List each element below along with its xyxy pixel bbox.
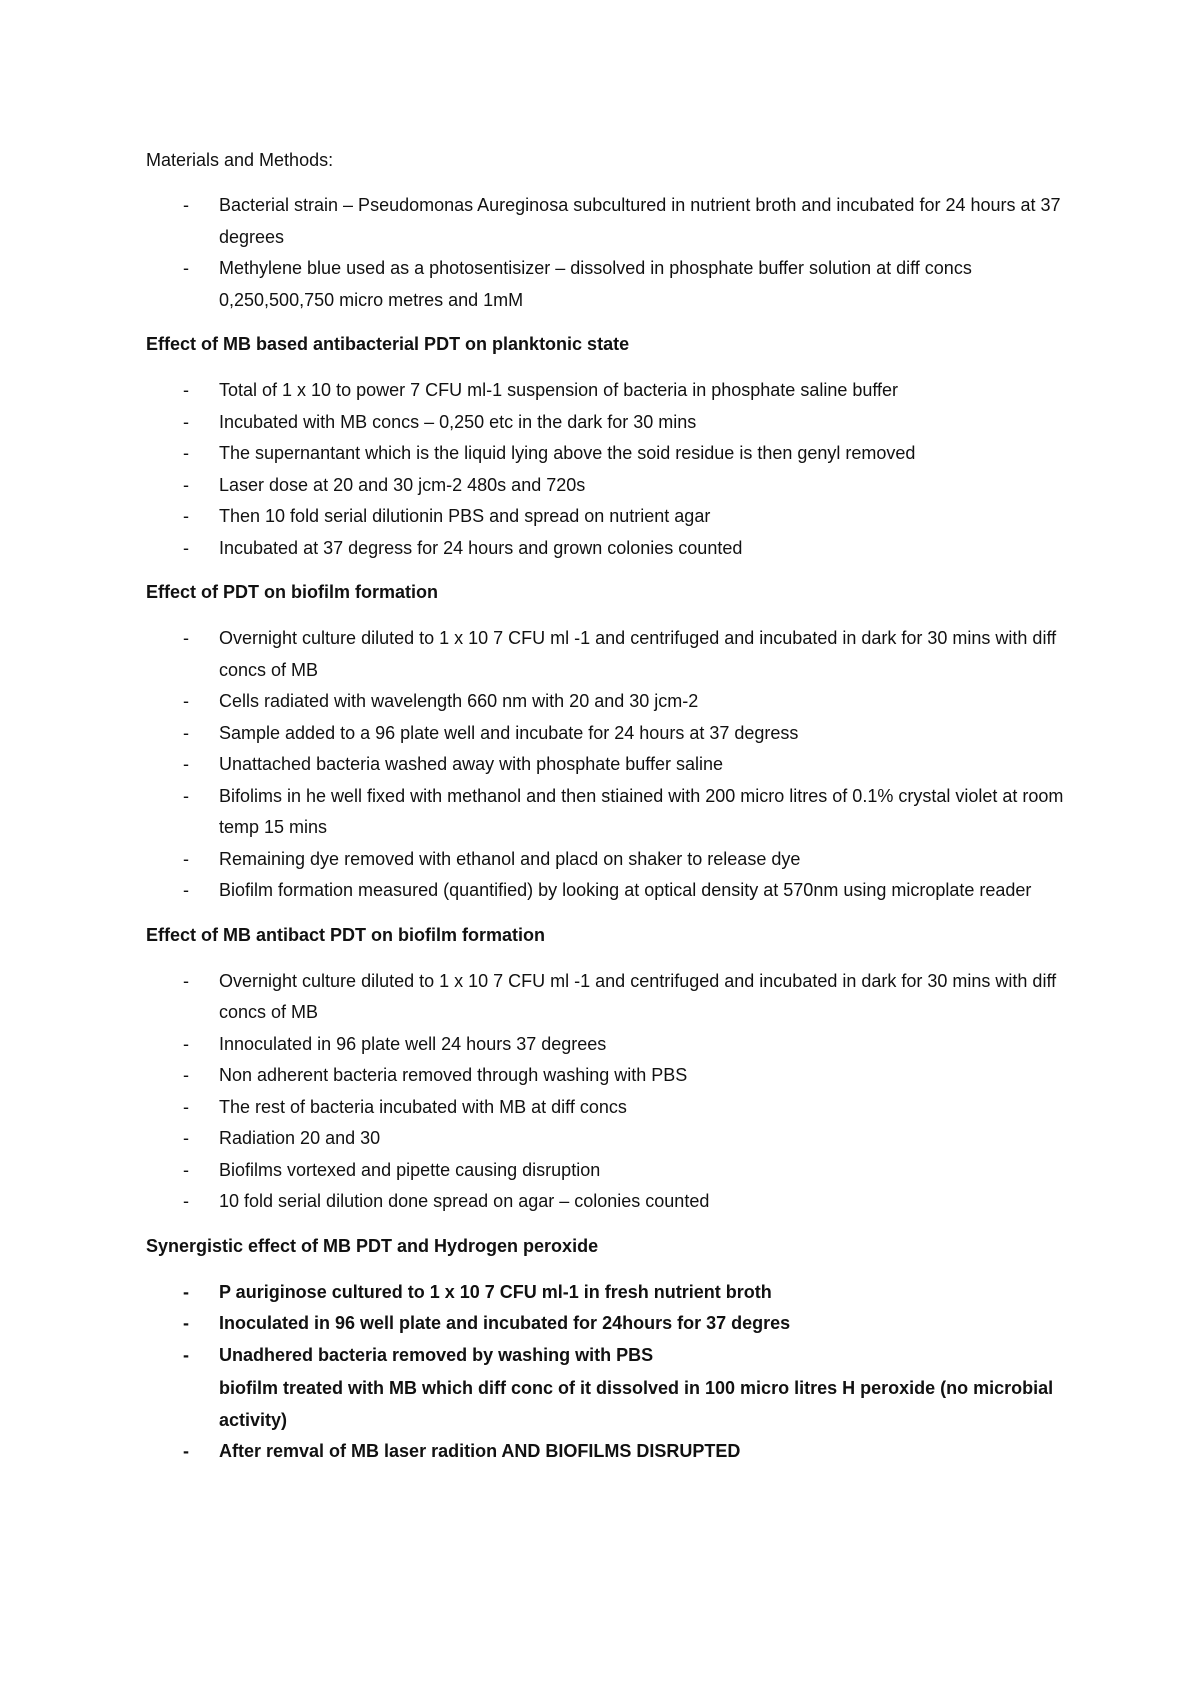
bullet-dash: - bbox=[183, 970, 189, 991]
document-body bbox=[146, 148, 1076, 1470]
bullet-dash: - bbox=[183, 195, 189, 215]
list-item: - Biofilms vortexed and pipette causing disruption bbox=[146, 1155, 1076, 1187]
section-list-synergy-final bbox=[146, 1436, 1076, 1468]
bullet-dash: - bbox=[183, 443, 189, 463]
bullet-dash: - bbox=[183, 1065, 189, 1085]
list-item: - Bacterial strain – Pseudomonas Aureginosa subcultured in nutrient broth and incubated for 24 hours at 37 degrees bbox=[146, 190, 1076, 253]
bullet-dash: - bbox=[183, 506, 189, 526]
list-item: - Overnight culture diluted to 1 x 10 7 CFU ml -1 and centrifuged and incubated in dark for 30 mins with diff concs of MB bbox=[146, 623, 1076, 686]
bullet-dash: - bbox=[183, 691, 189, 711]
list-item: - After remval of MB laser radition AND BIOFILMS DISRUPTED bbox=[146, 1436, 1076, 1468]
bullet-dash: - bbox=[183, 1191, 189, 1211]
list-item: - Unadhered bacteria removed by washing with PBS bbox=[146, 1340, 1076, 1372]
bullet-dash: - bbox=[183, 1313, 189, 1333]
bullet-dash: - bbox=[183, 258, 189, 278]
section-heading-planktonic: Effect of MB based antibacterial PDT on planktonic state bbox=[146, 334, 630, 354]
list-item: - The supernantant which is the liquid lying above the soid residue is then genyl removed bbox=[146, 438, 1076, 470]
bullet-dash: - bbox=[183, 1344, 189, 1365]
list-item: - Total of 1 x 10 to power 7 CFU ml-1 suspension of bacteria in phosphate saline buffer bbox=[146, 375, 1076, 407]
list-item: - Innoculated in 96 plate well 24 hours 37 degrees bbox=[146, 1029, 1076, 1061]
list-item: - 10 fold serial dilution done spread on agar – colonies counted bbox=[146, 1186, 1076, 1218]
section-list-synergy bbox=[146, 1277, 1076, 1372]
bullet-dash: - bbox=[183, 537, 189, 558]
list-item: - Radiation 20 and 30 bbox=[146, 1123, 1076, 1155]
bullet-dash: - bbox=[183, 848, 189, 869]
list-item: - Remaining dye removed with ethanol and placd on shaker to release dye bbox=[146, 844, 1076, 876]
list-item: - Inoculated in 96 well plate and incubated for 24hours for 37 degres bbox=[146, 1308, 1076, 1340]
list-item: - Incubated with MB concs – 0,250 etc in the dark for 30 mins bbox=[146, 407, 1076, 439]
list-item: - Non adherent bacteria removed through washing with PBS bbox=[146, 1060, 1076, 1092]
list-item: - Laser dose at 20 and 30 jcm-2 480s and 720s bbox=[146, 470, 1076, 502]
intro-list bbox=[146, 190, 1076, 316]
bullet-dash: - bbox=[183, 1128, 189, 1148]
bullet-dash: - bbox=[183, 880, 189, 900]
list-item: - P auriginose cultured to 1 x 10 7 CFU ml-1 in fresh nutrient broth bbox=[146, 1277, 1076, 1309]
section-list-planktonic bbox=[146, 375, 1076, 564]
section-list-biofilm-formation bbox=[146, 623, 1076, 907]
bullet-dash: - bbox=[183, 754, 189, 774]
section-heading-synergy: Synergistic effect of MB PDT and Hydrogen peroxide bbox=[146, 1235, 599, 1256]
bullet-dash: - bbox=[183, 1096, 189, 1117]
page-title: Materials and Methods: bbox=[146, 150, 334, 170]
bullet-dash: - bbox=[183, 1159, 189, 1180]
list-item: - Cells radiated with wavelength 660 nm with 20 and 30 jcm-2 bbox=[146, 686, 1076, 718]
section-heading-biofilm-formation: Effect of PDT on biofilm formation bbox=[146, 582, 438, 602]
list-item: - Incubated at 37 degress for 24 hours and grown colonies counted bbox=[146, 533, 1076, 565]
bullet-dash: - bbox=[183, 628, 189, 648]
section-list-mb-antibact-biofilm bbox=[146, 966, 1076, 1218]
bullet-dash: - bbox=[183, 1441, 189, 1461]
list-item: - Overnight culture diluted to 1 x 10 7 CFU ml -1 and centrifuged and incubated in dark for 30 mins with diff concs of MB bbox=[146, 966, 1076, 1029]
bullet-dash: - bbox=[183, 411, 189, 432]
synergy-continuation-text: biofilm treated with MB which diff conc of it dissolved in 100 micro litres H peroxide (no microbial activity) bbox=[219, 1378, 1054, 1430]
list-item: - Bifolims in he well fixed with methanol and then stiained with 200 micro litres of 0.1% crystal violet at room temp 15 mins bbox=[146, 781, 1076, 844]
list-item: - Biofilm formation measured (quantified) by looking at optical density at 570nm using microplate reader bbox=[146, 875, 1076, 907]
list-item: - Sample added to a 96 plate well and incubate for 24 hours at 37 degress bbox=[146, 718, 1076, 750]
section-heading-mb-antibact-biofilm: Effect of MB antibact PDT on biofilm formation bbox=[146, 924, 545, 945]
list-item: - Then 10 fold serial dilutionin PBS and spread on nutrient agar bbox=[146, 501, 1076, 533]
list-item: - The rest of bacteria incubated with MB at diff concs bbox=[146, 1092, 1076, 1124]
bullet-dash: - bbox=[183, 785, 189, 806]
bullet-dash: - bbox=[183, 474, 189, 495]
list-item: - Methylene blue used as a photosentisizer – dissolved in phosphate buffer solution at diff concs 0,250,500,750 micro metres and 1mM bbox=[146, 253, 1076, 316]
bullet-dash: - bbox=[183, 1033, 189, 1054]
list-item: - Unattached bacteria washed away with phosphate buffer saline bbox=[146, 749, 1076, 781]
bullet-dash: - bbox=[183, 380, 189, 400]
bullet-dash: - bbox=[183, 722, 189, 743]
bullet-dash: - bbox=[183, 1281, 189, 1302]
